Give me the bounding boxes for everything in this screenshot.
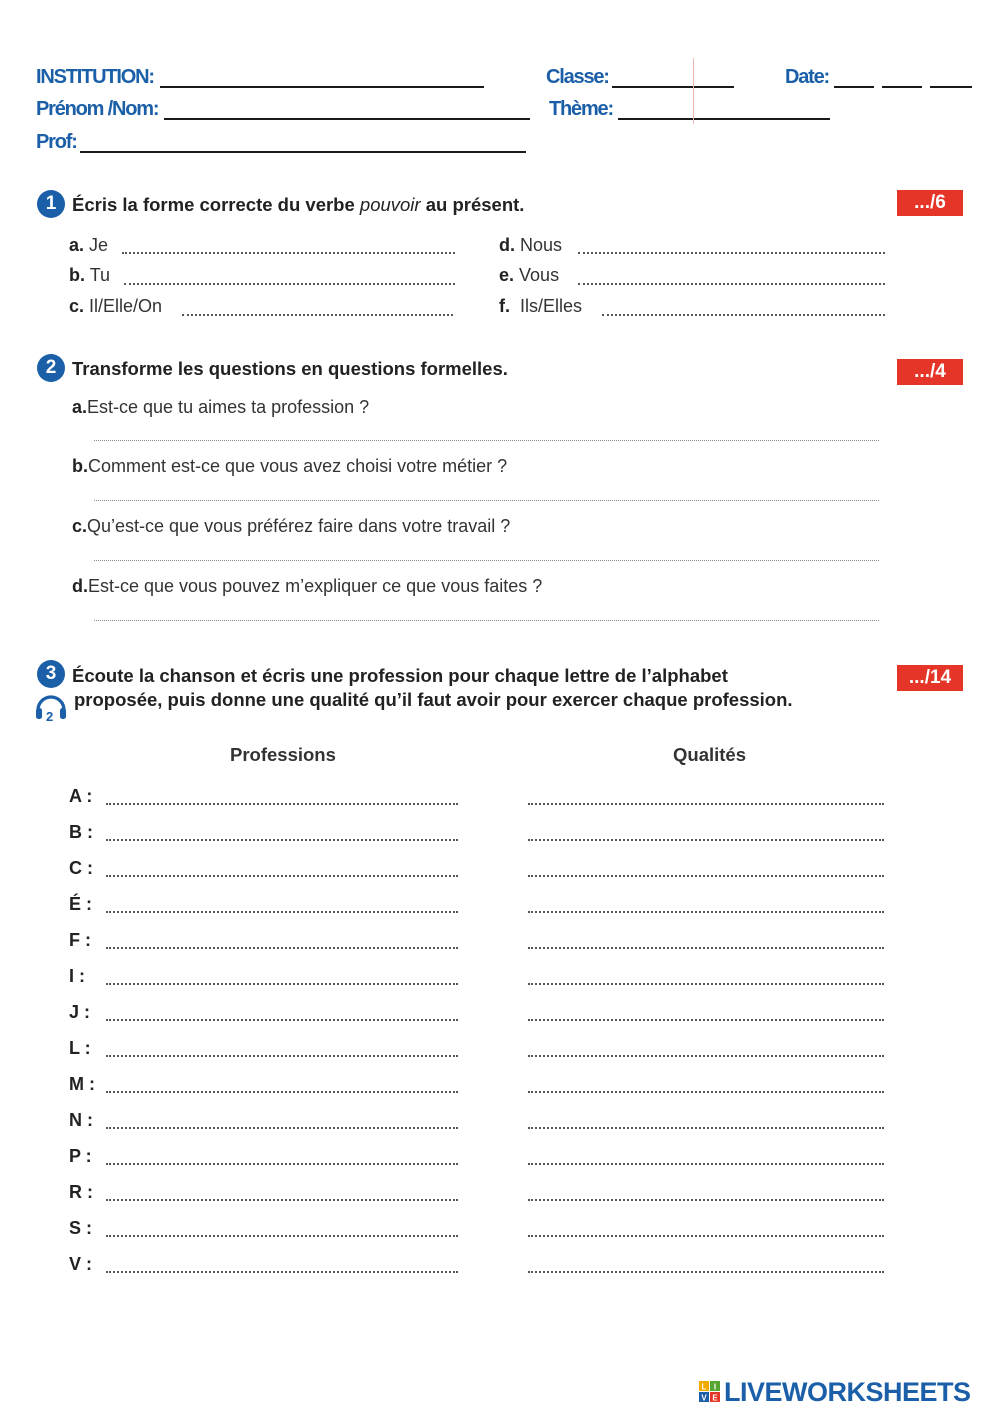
qualite-answer-field[interactable] — [528, 947, 884, 949]
alphabet-letter-label: C : — [69, 858, 93, 878]
ex2-question-d: d.Est-ce que vous pouvez m’expliquer ce que vous faites ? — [72, 576, 543, 596]
name-field[interactable] — [164, 118, 530, 120]
logo-letter-v: V — [701, 1393, 707, 1403]
exercise-2-number: 2 — [37, 354, 65, 382]
qualite-answer-field[interactable] — [528, 1163, 884, 1165]
ex1-answer-d[interactable] — [578, 252, 885, 254]
exercise-3-title-line1: Écoute la chanson et écris une profession pour chaque lettre de l’alphabet — [72, 665, 728, 686]
alphabet-letter-label: L : — [69, 1038, 91, 1058]
profession-answer-field[interactable] — [106, 803, 458, 805]
profession-answer-field[interactable] — [106, 1235, 458, 1237]
liveworksheets-brand: LIVEWORKSHEETS — [724, 1377, 971, 1407]
exercise-1-title: Écris la forme correcte du verbe pouvoir au présent. — [72, 194, 525, 215]
qualite-answer-field[interactable] — [528, 983, 884, 985]
ex1-item-a: a. Je — [69, 235, 109, 255]
qualite-answer-field[interactable] — [528, 1019, 884, 1021]
date-month-field[interactable] — [882, 86, 922, 88]
institution-label: INSTITUTION: — [36, 66, 154, 88]
qualite-answer-field[interactable] — [528, 803, 884, 805]
exercise-2-title: Transforme les questions en questions formelles. — [72, 358, 508, 379]
profession-answer-field[interactable] — [106, 1199, 458, 1201]
ex2-question-a: a.Est-ce que tu aimes ta profession ? — [72, 397, 370, 417]
alphabet-letter-label: V : — [69, 1254, 93, 1274]
alphabet-letter-label: B : — [69, 822, 93, 842]
alphabet-letter-label: A : — [69, 786, 93, 806]
alphabet-letter-label: P : — [69, 1146, 92, 1166]
alphabet-letter-label: I : — [69, 966, 85, 986]
alphabet-letter-label: R : — [69, 1182, 93, 1202]
qualite-answer-field[interactable] — [528, 1091, 884, 1093]
logo-letter-e: E — [712, 1393, 718, 1403]
qualite-answer-field[interactable] — [528, 1055, 884, 1057]
prof-label: Prof: — [36, 131, 77, 153]
qualites-header: Qualités — [673, 744, 746, 765]
alphabet-letter-label: M : — [69, 1074, 95, 1094]
ex1-item-b: b. Tu — [69, 265, 111, 285]
profession-answer-field[interactable] — [106, 1091, 458, 1093]
profession-answer-field[interactable] — [106, 1127, 458, 1129]
ex2-answer-d[interactable] — [94, 620, 879, 621]
profession-answer-field[interactable] — [106, 1055, 458, 1057]
exercise-2-score: .../4 — [897, 359, 963, 385]
qualite-answer-field[interactable] — [528, 1199, 884, 1201]
date-label: Date: — [785, 66, 830, 88]
alphabet-letter-label: F : — [69, 930, 91, 950]
classe-field[interactable] — [612, 86, 734, 88]
ex1-answer-f[interactable] — [602, 314, 885, 316]
ex1-answer-c[interactable] — [182, 314, 453, 316]
professions-header: Professions — [230, 744, 336, 765]
scan-mark — [693, 58, 694, 124]
ex1-item-e: e. Vous — [499, 265, 560, 285]
logo-letter-i: I — [713, 1382, 717, 1392]
qualite-answer-field[interactable] — [528, 875, 884, 877]
ex1-item-d: d. Nous — [499, 235, 563, 255]
classe-label: Classe: — [546, 66, 609, 88]
ex2-answer-a[interactable] — [94, 440, 879, 441]
alphabet-letter-label: J : — [69, 1002, 91, 1022]
theme-field[interactable] — [618, 118, 830, 120]
profession-answer-field[interactable] — [106, 839, 458, 841]
exercise-1-number: 1 — [37, 190, 65, 218]
alphabet-letter-label: É : — [69, 894, 93, 914]
exercise-3-number: 3 — [37, 660, 65, 688]
profession-answer-field[interactable] — [106, 947, 458, 949]
prof-field[interactable] — [80, 151, 526, 153]
profession-answer-field[interactable] — [106, 1163, 458, 1165]
date-day-field[interactable] — [834, 86, 874, 88]
ex1-answer-b[interactable] — [124, 283, 455, 285]
alphabet-letter-label: N : — [69, 1110, 93, 1130]
qualite-answer-field[interactable] — [528, 911, 884, 913]
profession-answer-field[interactable] — [106, 1271, 458, 1273]
ex2-answer-c[interactable] — [94, 560, 879, 561]
ex1-answer-a[interactable] — [122, 252, 455, 254]
alphabet-letter-label: S : — [69, 1218, 93, 1238]
exercise-3-score: .../14 — [897, 665, 963, 691]
exercise-3-title-line2: proposée, puis donne une qualité qu’il faut avoir pour exercer chaque profession. — [74, 689, 793, 710]
institution-field[interactable] — [160, 86, 484, 88]
exercise-1-score: .../6 — [897, 190, 963, 216]
profession-answer-field[interactable] — [106, 911, 458, 913]
logo-letter-l: L — [701, 1382, 707, 1392]
ex1-item-f: f. Ils/Elles — [499, 296, 583, 316]
theme-label: Thème: — [549, 98, 613, 120]
qualite-answer-field[interactable] — [528, 839, 884, 841]
ex1-answer-e[interactable] — [578, 283, 885, 285]
qualite-answer-field[interactable] — [528, 1235, 884, 1237]
audio-track-number: 2 — [46, 709, 54, 724]
liveworksheets-logo-icon — [699, 1381, 721, 1403]
profession-answer-field[interactable] — [106, 875, 458, 877]
name-label: Prénom /Nom: — [36, 98, 159, 120]
ex2-question-c: c.Qu’est-ce que vous préférez faire dans votre travail ? — [72, 516, 511, 536]
ex1-item-c: c. Il/Elle/On — [69, 296, 163, 316]
ex2-answer-b[interactable] — [94, 500, 879, 501]
profession-answer-field[interactable] — [106, 983, 458, 985]
profession-answer-field[interactable] — [106, 1019, 458, 1021]
qualite-answer-field[interactable] — [528, 1127, 884, 1129]
ex2-question-b: b.Comment est-ce que vous avez choisi votre métier ? — [72, 456, 508, 476]
qualite-answer-field[interactable] — [528, 1271, 884, 1273]
date-year-field[interactable] — [930, 86, 972, 88]
